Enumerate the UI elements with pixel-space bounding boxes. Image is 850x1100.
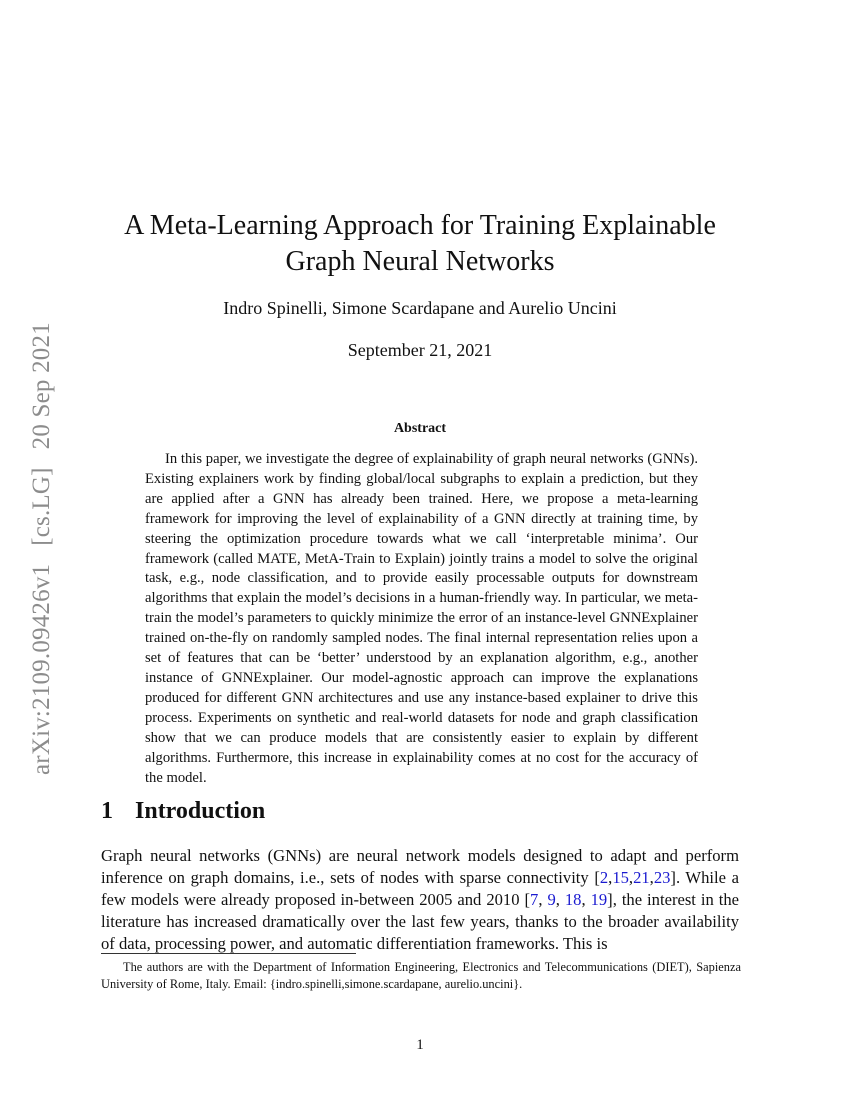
- page-number: 1: [416, 1037, 424, 1053]
- citation-link[interactable]: 23: [653, 868, 671, 887]
- paper-authors: Indro Spinelli, Simone Scardapane and Aurelio Uncini: [223, 298, 617, 318]
- arxiv-identifier-stamp: [25, 295, 59, 775]
- paper-date: September 21, 2021: [347, 340, 493, 360]
- citation-link[interactable]: 9: [547, 890, 556, 909]
- citation-link[interactable]: 7: [530, 890, 539, 909]
- arxiv-date: 20 Sep 2021: [28, 322, 55, 450]
- intro-text-part-3: ], the interest in the literature has increased dramatically over the last few years, thanks to the broader availability of data, processing power, and automatic differentiation frameworks. This is: [101, 890, 740, 953]
- citation-link[interactable]: 15: [612, 868, 629, 887]
- section-title: Introduction: [135, 798, 266, 824]
- footnote-divider: [101, 953, 356, 954]
- section-heading-introduction: [101, 798, 265, 825]
- citation-link[interactable]: 18: [564, 890, 582, 909]
- arxiv-id[interactable]: arXiv:2109.09426v1: [28, 563, 55, 775]
- abstract-text: In this paper, we investigate the degree of explainability of graph neural networks (GNNs). Existing explainers work by finding global/local subgraphs to explain a prediction, but they are applied after a GNN has already been trained. Here, we propose a meta-learning framework for improving the level of explainability of a GNN directly at training time, by steering the optimization procedure towards what we call ‘interpretable minima’. Our framework (called MATE, MetA-Train to Explain) jointly trains a model to solve the original task, e.g., node classification, and to provide easily processable outputs for downstream algorithms that explain the model’s decisions in a human-friendly way. In particular, we meta-train the model’s parameters to quickly minimize the error of an instance-level GNNExplainer trained on-the-fly on randomly sampled nodes. The final internal representation relies upon a set of features that can be ‘better’ understood by an explanation algorithm, e.g., another instance of GNNExplainer. Our model-agnostic approach can improve the explanations produced for different GNN architectures and use any instance-based explainer to drive this process. Experiments on synthetic and real-world datasets for node and graph classification show that we can produce models that are consistently easier to explain by different algorithms. Furthermore, this increase in explainability comes at no cost for the accuracy of the model.: [145, 451, 698, 786]
- section-number: 1: [101, 798, 113, 824]
- citation-link[interactable]: 21: [633, 868, 650, 887]
- abstract-heading: Abstract: [393, 421, 447, 436]
- intro-text-part-2: ]. While a few models were already proposed in-between 2005 and 2010 [: [101, 868, 739, 909]
- citation-link[interactable]: 19: [590, 890, 608, 909]
- paper-title-line-2: Graph Neural Networks: [285, 246, 555, 277]
- arxiv-category: [cs.LG]: [28, 467, 55, 546]
- footnote: The authors are with the Department of Information Engineering, Electronics and Telecommunications (DIET), Sapienza University of Rome, Italy. Email: {indro.spinelli,simone.scardapane, aurelio.uncini}.: [101, 960, 741, 991]
- paper-title-line-1: A Meta-Learning Approach for Training Explainable: [124, 210, 716, 241]
- paper-title: [60, 208, 780, 280]
- intro-text-part-1: Graph neural networks (GNNs) are neural network models designed to adapt and perform inference on graph domains, i.e., sets of nodes with sparse connectivity [: [101, 846, 739, 887]
- citation-link[interactable]: 2: [599, 868, 609, 887]
- introduction-paragraph: Graph neural networks (GNNs) are neural network models designed to adapt and perform inference on graph domains, i.e., sets of nodes with sparse connectivity [2,15,21,23]. While a few models were already proposed in-between 2005 and 2010 [7, 9, 18, 19], the interest in the literature has increased dramatically over the last few years, thanks to the broader availability of data, processing power, and automatic differentiation frameworks. This is: [101, 846, 740, 953]
